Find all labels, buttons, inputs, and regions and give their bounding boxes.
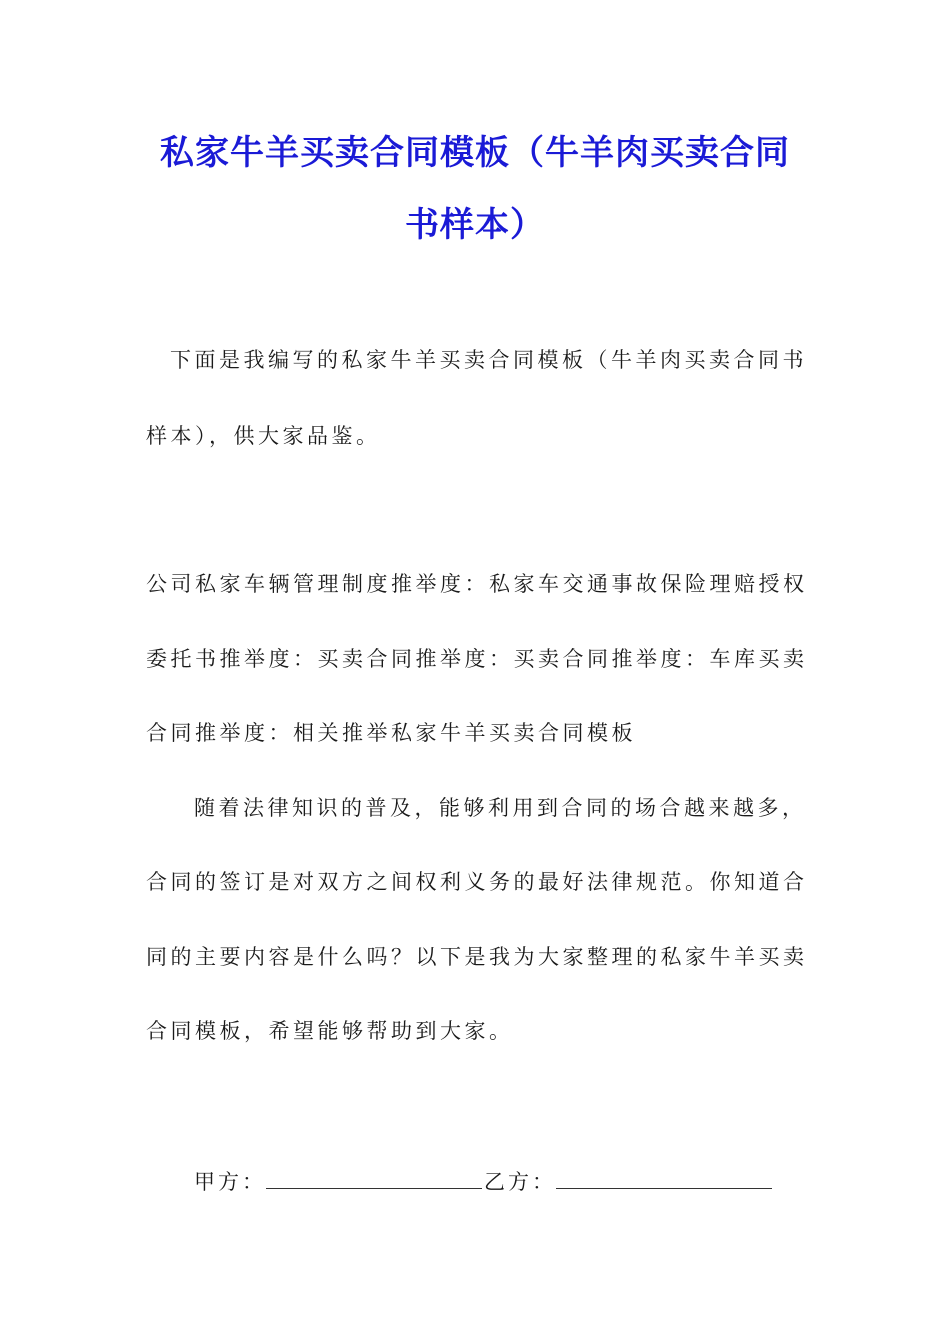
party-a-blank[interactable] bbox=[266, 1162, 482, 1189]
intro-paragraph-line-2: 样本），供大家品鉴。 bbox=[146, 424, 381, 448]
party-b-label: 乙方： bbox=[484, 1170, 556, 1194]
intro-paragraph-line-1: 下面是我编写的私家牛羊买卖合同模板（牛羊肉买卖合同书 bbox=[170, 348, 807, 372]
document-title-line-1: 私家牛羊买卖合同模板（牛羊肉买卖合同 bbox=[160, 133, 790, 173]
party-a-label: 甲方： bbox=[194, 1170, 266, 1194]
related-line-3: 合同推举度：相关推举私家牛羊买卖合同模板 bbox=[146, 721, 636, 745]
related-line-2: 委托书推举度：买卖合同推举度：买卖合同推举度：车库买卖 bbox=[146, 647, 808, 671]
document-title-line-2: 书样本） bbox=[405, 205, 545, 245]
party-b-blank[interactable] bbox=[556, 1162, 772, 1189]
related-line-1: 公司私家车辆管理制度推举度：私家车交通事故保险理赔授权 bbox=[146, 572, 808, 596]
body-paragraph-line-4: 合同模板，希望能够帮助到大家。 bbox=[146, 1019, 514, 1043]
signature-row bbox=[194, 1162, 774, 1202]
body-paragraph-line-2: 合同的签订是对双方之间权利义务的最好法律规范。你知道合 bbox=[146, 870, 808, 894]
body-paragraph-line-1: 随着法律知识的普及，能够利用到合同的场合越来越多， bbox=[194, 796, 807, 820]
body-paragraph-line-3: 同的主要内容是什么吗？以下是我为大家整理的私家牛羊买卖 bbox=[146, 945, 808, 969]
